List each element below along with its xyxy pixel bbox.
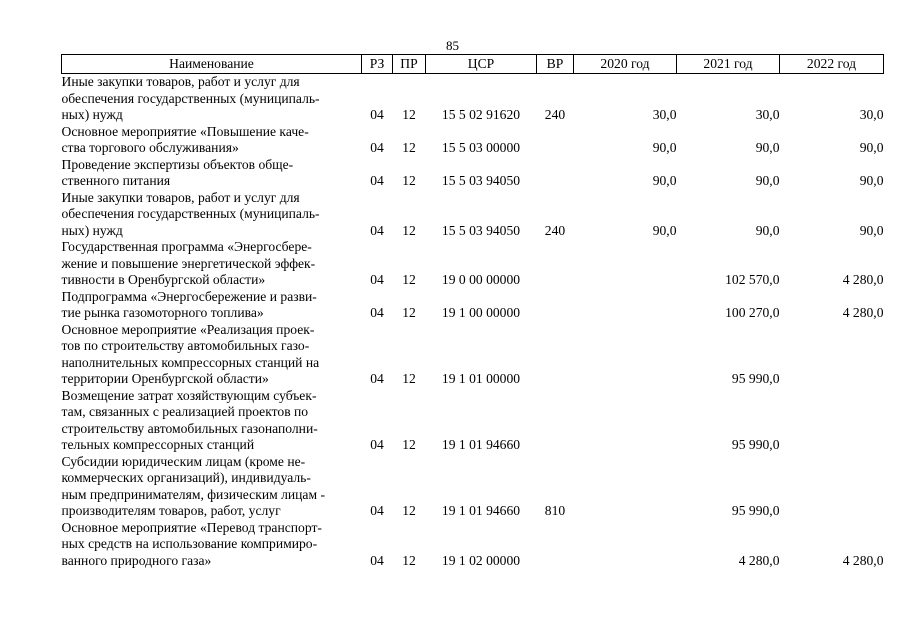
row-name: Возмещение затрат хозяйствующим субъек- там, связанных с реализацией проектов по строительству автомобильных газонаполни- тельных компрессорных станций	[61, 387, 318, 452]
row-2020	[574, 289, 677, 322]
row-2022: 4 280,0	[842, 305, 884, 320]
header-rz: РЗ	[362, 55, 393, 74]
row-rz: 04	[370, 222, 384, 238]
row-vr	[537, 289, 574, 322]
table-header-row	[62, 55, 884, 74]
table-row	[62, 289, 884, 322]
row-2022: 4 280,0	[842, 552, 884, 568]
header-2020: 2020 год	[574, 55, 677, 74]
row-2021: 102 570,0	[725, 272, 780, 287]
row-csr: 15 5 02 91620	[441, 107, 521, 122]
row-2022	[780, 388, 884, 454]
row-csr: 19 1 00 00000	[441, 305, 521, 320]
row-name: Основное мероприятие «Повышение каче- ства торгового обслуживания»	[61, 123, 309, 155]
table-row	[62, 157, 884, 190]
row-pr: 12	[402, 371, 416, 386]
row-name: Подпрограмма «Энергосбережение и разви- тие рынка газомоторного топлива»	[61, 288, 317, 320]
row-2020: 90,0	[652, 222, 677, 238]
header-2022: 2022 год	[780, 55, 884, 74]
row-2021: 90,0	[755, 173, 780, 188]
row-name: Основное мероприятие «Перевод транспорт- ных средств на использование компримиро- ванного природного газа»	[61, 519, 322, 568]
row-vr	[537, 322, 574, 388]
row-rz: 04	[370, 140, 384, 155]
row-2021: 95 990,0	[731, 437, 780, 452]
row-pr: 12	[402, 552, 416, 568]
row-vr	[537, 239, 574, 289]
page-number: 85	[446, 38, 459, 53]
row-csr: 15 5 03 94050	[441, 173, 521, 188]
row-name: Субсидии юридическим лицам (кроме не- коммерческих организаций), индивидуаль- ным предпринимателям, физическим лицам - производителям товаров, работ, услуг	[61, 453, 325, 518]
row-vr	[537, 520, 574, 570]
header-name: Наименование	[62, 55, 362, 74]
row-2020	[574, 322, 677, 388]
row-rz: 04	[370, 272, 384, 287]
row-2022: 4 280,0	[842, 272, 884, 287]
row-rz: 04	[370, 305, 384, 320]
table-row	[62, 322, 884, 388]
row-pr: 12	[402, 222, 416, 238]
row-2021: 4 280,0	[738, 552, 780, 568]
table-row	[62, 454, 884, 520]
row-vr	[537, 124, 574, 157]
header-pr: ПР	[393, 55, 426, 74]
row-pr: 12	[402, 107, 416, 122]
row-2022: 30,0	[859, 107, 884, 122]
row-csr: 19 1 01 94660	[441, 503, 521, 518]
row-2021: 95 990,0	[731, 371, 780, 386]
row-2022	[780, 322, 884, 388]
row-pr: 12	[402, 272, 416, 287]
table-row	[62, 124, 884, 157]
row-csr: 15 5 03 00000	[441, 140, 521, 155]
row-name: Государственная программа «Энергосбере- жение и повышение энергетической эффек- тивности в Оренбургской области»	[61, 239, 316, 287]
row-csr: 19 1 02 00000	[441, 552, 521, 568]
table-row	[62, 520, 884, 570]
table-row	[62, 388, 884, 454]
row-rz: 04	[370, 437, 384, 452]
row-pr: 12	[402, 173, 416, 188]
row-csr: 19 1 01 94660	[441, 437, 521, 452]
row-2022	[780, 454, 884, 520]
table-row	[62, 190, 884, 240]
table-row	[62, 239, 884, 289]
row-2020: 90,0	[652, 173, 677, 188]
row-rz: 04	[370, 371, 384, 386]
row-vr	[537, 157, 574, 190]
row-name: Основное мероприятие «Реализация проек- тов по строительству автомобильных газо- наполнительных компрессорных станций на территории Оренбургской области»	[61, 321, 320, 386]
row-2020: 90,0	[652, 140, 677, 155]
budget-table	[61, 54, 884, 569]
row-name: Иные закупки товаров, работ и услуг для обеспечения государственных (муниципаль- ных) нужд	[61, 189, 320, 238]
row-2020	[574, 454, 677, 520]
row-rz: 04	[370, 552, 384, 568]
header-2021: 2021 год	[677, 55, 780, 74]
row-rz: 04	[370, 107, 384, 122]
row-name: Иные закупки товаров, работ и услуг для обеспечения государственных (муниципаль- ных) нужд	[61, 74, 320, 122]
row-pr: 12	[402, 140, 416, 155]
row-csr: 19 1 01 00000	[441, 371, 521, 386]
row-2020: 30,0	[652, 107, 677, 122]
row-rz: 04	[370, 503, 384, 518]
row-2020	[574, 388, 677, 454]
row-pr: 12	[402, 305, 416, 320]
row-2021: 95 990,0	[731, 503, 780, 518]
row-2020	[574, 239, 677, 289]
row-2022: 90,0	[859, 222, 884, 238]
row-pr: 12	[402, 503, 416, 518]
row-2021: 90,0	[755, 222, 780, 238]
row-2021: 100 270,0	[725, 305, 780, 320]
row-vr: 240	[544, 107, 566, 122]
row-csr: 15 5 03 94050	[441, 222, 521, 238]
header-csr: ЦСР	[426, 55, 537, 74]
row-name: Проведение экспертизы объектов обще- ственного питания	[61, 156, 294, 188]
row-csr: 19 0 00 00000	[441, 272, 521, 287]
row-2022: 90,0	[859, 173, 884, 188]
row-2021: 90,0	[755, 140, 780, 155]
table-row	[62, 74, 884, 124]
row-2022: 90,0	[859, 140, 884, 155]
row-vr: 240	[544, 222, 566, 238]
row-vr	[537, 388, 574, 454]
row-2020	[574, 520, 677, 570]
row-pr: 12	[402, 437, 416, 452]
row-rz: 04	[370, 173, 384, 188]
row-2021: 30,0	[755, 107, 780, 122]
row-vr: 810	[544, 503, 566, 518]
header-vr: ВР	[537, 55, 574, 74]
